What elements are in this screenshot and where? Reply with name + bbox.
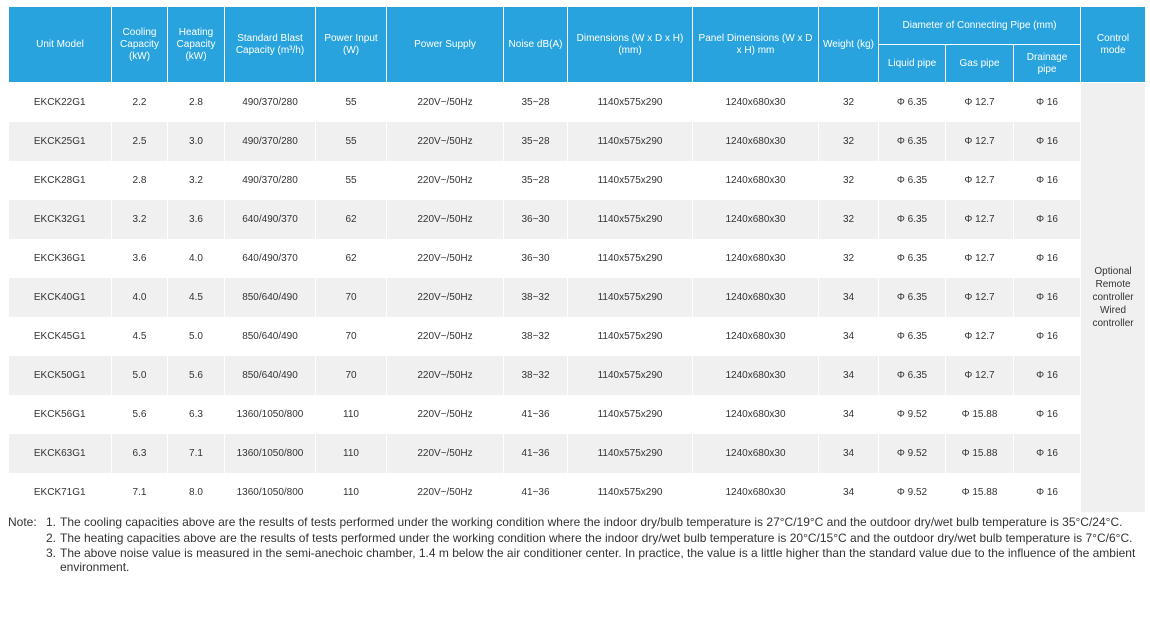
cell-liquid-pipe: Φ 6.35: [879, 83, 946, 123]
table-row: [9, 473, 1146, 512]
note-text: The heating capacities above are the results of tests performed under the working condition where the indoor dry/wet bulb temperature is 20°C/15°C and the outdoor dry/wet bulb temperature is 7°C/6°C.: [60, 530, 1133, 545]
cell-liquid-pipe: Φ 6.35: [879, 200, 946, 239]
cell-noise: 41~36: [504, 473, 568, 512]
header-liquid-pipe: Liquid pipe: [879, 45, 946, 83]
cell-cooling: 5.6: [112, 395, 168, 434]
notes-label: Note:: [8, 515, 37, 529]
cell-power-supply: 220V~/50Hz: [387, 83, 504, 123]
cell-gas-pipe: Φ 15.88: [946, 434, 1014, 473]
table-row: [9, 317, 1146, 356]
cell-dimensions: 1140x575x290: [568, 122, 693, 161]
cell-noise: 38~32: [504, 317, 568, 356]
cell-blast: 1360/1050/800: [225, 395, 316, 434]
cell-blast: 490/370/280: [225, 83, 316, 123]
header-control-mode: Control mode: [1081, 7, 1146, 83]
cell-liquid-pipe: Φ 9.52: [879, 395, 946, 434]
cell-noise: 35~28: [504, 122, 568, 161]
cell-power-supply: 220V~/50Hz: [387, 278, 504, 317]
cell-power-input: 55: [316, 122, 387, 161]
cell-dimensions: 1140x575x290: [568, 161, 693, 200]
cell-panel-dimensions: 1240x680x30: [693, 278, 819, 317]
cell-power-input: 110: [316, 395, 387, 434]
cell-noise: 41~36: [504, 434, 568, 473]
cell-gas-pipe: Φ 15.88: [946, 395, 1014, 434]
cell-drainage-pipe: Φ 16: [1014, 395, 1081, 434]
cell-drainage-pipe: Φ 16: [1014, 122, 1081, 161]
cell-panel-dimensions: 1240x680x30: [693, 356, 819, 395]
cell-power-supply: 220V~/50Hz: [387, 161, 504, 200]
cell-gas-pipe: Φ 12.7: [946, 83, 1014, 123]
header-panel-dimensions: Panel Dimensions (W x D x H) mm: [693, 7, 819, 83]
cell-dimensions: 1140x575x290: [568, 317, 693, 356]
cell-weight: 32: [819, 161, 879, 200]
cell-power-input: 62: [316, 200, 387, 239]
cell-gas-pipe: Φ 12.7: [946, 122, 1014, 161]
cell-cooling: 5.0: [112, 356, 168, 395]
cell-noise: 41~36: [504, 395, 568, 434]
note-item: [8, 547, 1146, 574]
cell-power-supply: 220V~/50Hz: [387, 122, 504, 161]
cell-noise: 36~30: [504, 239, 568, 278]
cell-drainage-pipe: Φ 16: [1014, 473, 1081, 512]
cell-noise: 38~32: [504, 356, 568, 395]
spec-table: [8, 6, 1146, 512]
cell-weight: 32: [819, 239, 879, 278]
cell-cooling: 4.5: [112, 317, 168, 356]
notes-section: [8, 516, 1146, 574]
cell-unit-model: EKCK32G1: [9, 200, 112, 239]
cell-power-supply: 220V~/50Hz: [387, 356, 504, 395]
cell-heating: 4.5: [168, 278, 225, 317]
table-row: [9, 356, 1146, 395]
cell-cooling: 6.3: [112, 434, 168, 473]
cell-noise: 35~28: [504, 161, 568, 200]
cell-power-input: 55: [316, 161, 387, 200]
table-row: [9, 200, 1146, 239]
header-power-supply: Power Supply: [387, 7, 504, 83]
header-drainage-pipe: Drainage pipe: [1014, 45, 1081, 83]
cell-gas-pipe: Φ 12.7: [946, 239, 1014, 278]
cell-blast: 850/640/490: [225, 278, 316, 317]
cell-power-supply: 220V~/50Hz: [387, 434, 504, 473]
cell-noise: 35~28: [504, 83, 568, 123]
table-row: [9, 239, 1146, 278]
header-noise: Noise dB(A): [504, 7, 568, 83]
cell-drainage-pipe: Φ 16: [1014, 200, 1081, 239]
cell-drainage-pipe: Φ 16: [1014, 278, 1081, 317]
cell-dimensions: 1140x575x290: [568, 278, 693, 317]
header-pipe-group: Diameter of Connecting Pipe (mm): [879, 7, 1081, 45]
cell-power-supply: 220V~/50Hz: [387, 395, 504, 434]
cell-unit-model: EKCK40G1: [9, 278, 112, 317]
cell-weight: 34: [819, 356, 879, 395]
cell-power-input: 55: [316, 83, 387, 123]
spec-table-body: [9, 83, 1146, 513]
cell-panel-dimensions: 1240x680x30: [693, 122, 819, 161]
note-number: 2.: [45, 530, 56, 545]
cell-heating: 5.0: [168, 317, 225, 356]
cell-panel-dimensions: 1240x680x30: [693, 239, 819, 278]
cell-blast: 490/370/280: [225, 161, 316, 200]
table-row: [9, 161, 1146, 200]
header-cooling-capacity: Cooling Capacity (kW): [112, 7, 168, 83]
cell-unit-model: EKCK56G1: [9, 395, 112, 434]
note-text: The above noise value is measured in the semi-anechoic chamber, 1.4 m below the air conditioner center. In practice, the value is a little higher than the standard value due to the influence of the ambient environment.: [60, 546, 1136, 574]
cell-panel-dimensions: 1240x680x30: [693, 434, 819, 473]
header-weight: Weight (kg): [819, 7, 879, 83]
note-number: 1.: [45, 515, 56, 529]
cell-liquid-pipe: Φ 6.35: [879, 317, 946, 356]
cell-blast: 640/490/370: [225, 200, 316, 239]
cell-weight: 32: [819, 200, 879, 239]
cell-power-input: 110: [316, 434, 387, 473]
cell-panel-dimensions: 1240x680x30: [693, 161, 819, 200]
cell-power-supply: 220V~/50Hz: [387, 200, 504, 239]
cell-liquid-pipe: Φ 6.35: [879, 278, 946, 317]
table-row: [9, 395, 1146, 434]
header-dimensions: Dimensions (W x D x H) (mm): [568, 7, 693, 83]
cell-unit-model: EKCK28G1: [9, 161, 112, 200]
cell-drainage-pipe: Φ 16: [1014, 317, 1081, 356]
header-standard-blast: Standard Blast Capacity (m³/h): [225, 7, 316, 83]
cell-liquid-pipe: Φ 6.35: [879, 239, 946, 278]
cell-dimensions: 1140x575x290: [568, 83, 693, 123]
cell-gas-pipe: Φ 12.7: [946, 278, 1014, 317]
cell-panel-dimensions: 1240x680x30: [693, 83, 819, 123]
cell-unit-model: EKCK36G1: [9, 239, 112, 278]
cell-control-mode: Optional Remote controller Wired controller: [1081, 83, 1146, 513]
cell-cooling: 2.5: [112, 122, 168, 161]
note-item: [8, 516, 1146, 530]
cell-power-supply: 220V~/50Hz: [387, 473, 504, 512]
cell-heating: 5.6: [168, 356, 225, 395]
cell-weight: 34: [819, 278, 879, 317]
cell-weight: 34: [819, 317, 879, 356]
cell-weight: 32: [819, 83, 879, 123]
cell-panel-dimensions: 1240x680x30: [693, 395, 819, 434]
cell-power-supply: 220V~/50Hz: [387, 239, 504, 278]
cell-power-input: 70: [316, 278, 387, 317]
cell-gas-pipe: Φ 12.7: [946, 200, 1014, 239]
cell-liquid-pipe: Φ 6.35: [879, 161, 946, 200]
cell-liquid-pipe: Φ 9.52: [879, 473, 946, 512]
cell-drainage-pipe: Φ 16: [1014, 356, 1081, 395]
cell-blast: 640/490/370: [225, 239, 316, 278]
cell-power-input: 70: [316, 317, 387, 356]
cell-blast: 850/640/490: [225, 356, 316, 395]
table-row: [9, 83, 1146, 123]
cell-cooling: 7.1: [112, 473, 168, 512]
cell-drainage-pipe: Φ 16: [1014, 161, 1081, 200]
cell-power-input: 62: [316, 239, 387, 278]
table-row: [9, 122, 1146, 161]
cell-unit-model: EKCK22G1: [9, 83, 112, 123]
cell-gas-pipe: Φ 12.7: [946, 161, 1014, 200]
cell-unit-model: EKCK71G1: [9, 473, 112, 512]
cell-gas-pipe: Φ 12.7: [946, 356, 1014, 395]
table-row: [9, 434, 1146, 473]
cell-liquid-pipe: Φ 9.52: [879, 434, 946, 473]
cell-panel-dimensions: 1240x680x30: [693, 473, 819, 512]
cell-dimensions: 1140x575x290: [568, 473, 693, 512]
note-text: The cooling capacities above are the results of tests performed under the working condition where the indoor dry/bulb temperature is 27°C/19°C and the outdoor dry/wet bulb temperature is 35°C/24°C.: [60, 515, 1123, 529]
cell-noise: 36~30: [504, 200, 568, 239]
cell-blast: 490/370/280: [225, 122, 316, 161]
cell-weight: 34: [819, 434, 879, 473]
cell-blast: 850/640/490: [225, 317, 316, 356]
cell-unit-model: EKCK25G1: [9, 122, 112, 161]
note-number: 3.: [45, 546, 56, 560]
cell-drainage-pipe: Φ 16: [1014, 83, 1081, 123]
cell-heating: 2.8: [168, 83, 225, 123]
cell-dimensions: 1140x575x290: [568, 395, 693, 434]
cell-gas-pipe: Φ 12.7: [946, 317, 1014, 356]
cell-heating: 3.6: [168, 200, 225, 239]
cell-panel-dimensions: 1240x680x30: [693, 200, 819, 239]
cell-weight: 34: [819, 395, 879, 434]
cell-cooling: 4.0: [112, 278, 168, 317]
cell-unit-model: EKCK63G1: [9, 434, 112, 473]
header-unit-model: Unit Model: [9, 7, 112, 83]
cell-heating: 3.0: [168, 122, 225, 161]
cell-panel-dimensions: 1240x680x30: [693, 317, 819, 356]
cell-heating: 7.1: [168, 434, 225, 473]
cell-liquid-pipe: Φ 6.35: [879, 122, 946, 161]
cell-weight: 32: [819, 122, 879, 161]
cell-dimensions: 1140x575x290: [568, 200, 693, 239]
cell-heating: 3.2: [168, 161, 225, 200]
header-power-input: Power Input (W): [316, 7, 387, 83]
cell-noise: 38~32: [504, 278, 568, 317]
cell-liquid-pipe: Φ 6.35: [879, 356, 946, 395]
cell-heating: 6.3: [168, 395, 225, 434]
cell-blast: 1360/1050/800: [225, 473, 316, 512]
cell-gas-pipe: Φ 15.88: [946, 473, 1014, 512]
cell-cooling: 3.2: [112, 200, 168, 239]
cell-cooling: 3.6: [112, 239, 168, 278]
cell-dimensions: 1140x575x290: [568, 239, 693, 278]
note-item: [8, 532, 1146, 546]
cell-drainage-pipe: Φ 16: [1014, 434, 1081, 473]
cell-power-supply: 220V~/50Hz: [387, 317, 504, 356]
cell-weight: 34: [819, 473, 879, 512]
cell-drainage-pipe: Φ 16: [1014, 239, 1081, 278]
cell-power-input: 70: [316, 356, 387, 395]
cell-heating: 4.0: [168, 239, 225, 278]
cell-heating: 8.0: [168, 473, 225, 512]
table-row: [9, 278, 1146, 317]
cell-unit-model: EKCK45G1: [9, 317, 112, 356]
cell-cooling: 2.8: [112, 161, 168, 200]
header-gas-pipe: Gas pipe: [946, 45, 1014, 83]
header-heating-capacity: Heating Capacity (kW): [168, 7, 225, 83]
cell-blast: 1360/1050/800: [225, 434, 316, 473]
cell-cooling: 2.2: [112, 83, 168, 123]
cell-power-input: 110: [316, 473, 387, 512]
cell-unit-model: EKCK50G1: [9, 356, 112, 395]
cell-dimensions: 1140x575x290: [568, 434, 693, 473]
cell-dimensions: 1140x575x290: [568, 356, 693, 395]
